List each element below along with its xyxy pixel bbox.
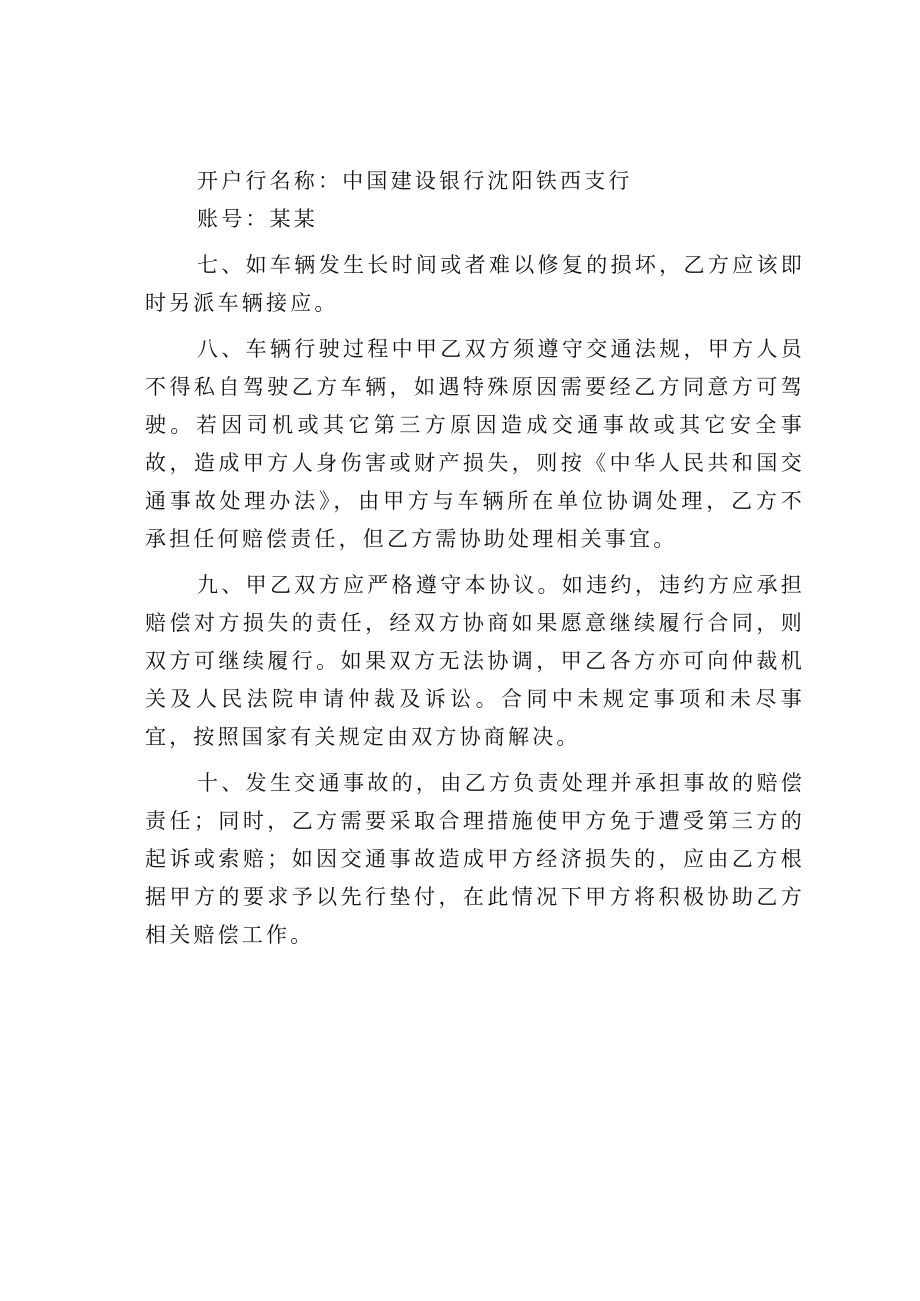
document-body [145,162,805,962]
clause-8: 八、车辆行驶过程中甲乙双方须遵守交通法规，甲方人员不得私自驾驶乙方车辆，如遇特殊原因需要经乙方同意方可驾驶。若因司机或其它第三方原因造成交通事故或其它安全事故，造成甲方人身伤害或财产损失，则按《中华人民共和国交通事故处理办法》，由甲方与车辆所在单位协调处理，乙方不承担任何赔偿责任，但乙方需协助处理相关事宜。 [145,337,805,551]
clause-10: 十、发生交通事故的，由乙方负责处理并承担事故的赔偿责任；同时，乙方需要采取合理措施使甲方免于遭受第三方的起诉或索赔；如因交通事故造成甲方经济损失的，应由乙方根据甲方的要求予以先行垫付，在此情况下甲方将积极协助乙方相关赔偿工作。 [145,771,805,947]
bank-name-line: 开户行名称：中国建设银行沈阳铁西支行 [197,169,633,193]
clause-9: 九、甲乙双方应严格遵守本协议。如违约，违约方应承担赔偿对方损失的责任，经双方协商如果愿意继续履行合同，则双方可继续履行。如果双方无法协调，甲乙各方亦可向仲裁机关及人民法院申请仲裁及诉讼。合同中未规定事项和未尽事宜，按照国家有关规定由双方协商解决。 [145,573,805,749]
account-line: 账号：某某 [197,207,318,231]
clause-7: 七、如车辆发生长时间或者难以修复的损坏，乙方应该即时另派车辆接应。 [145,253,805,315]
